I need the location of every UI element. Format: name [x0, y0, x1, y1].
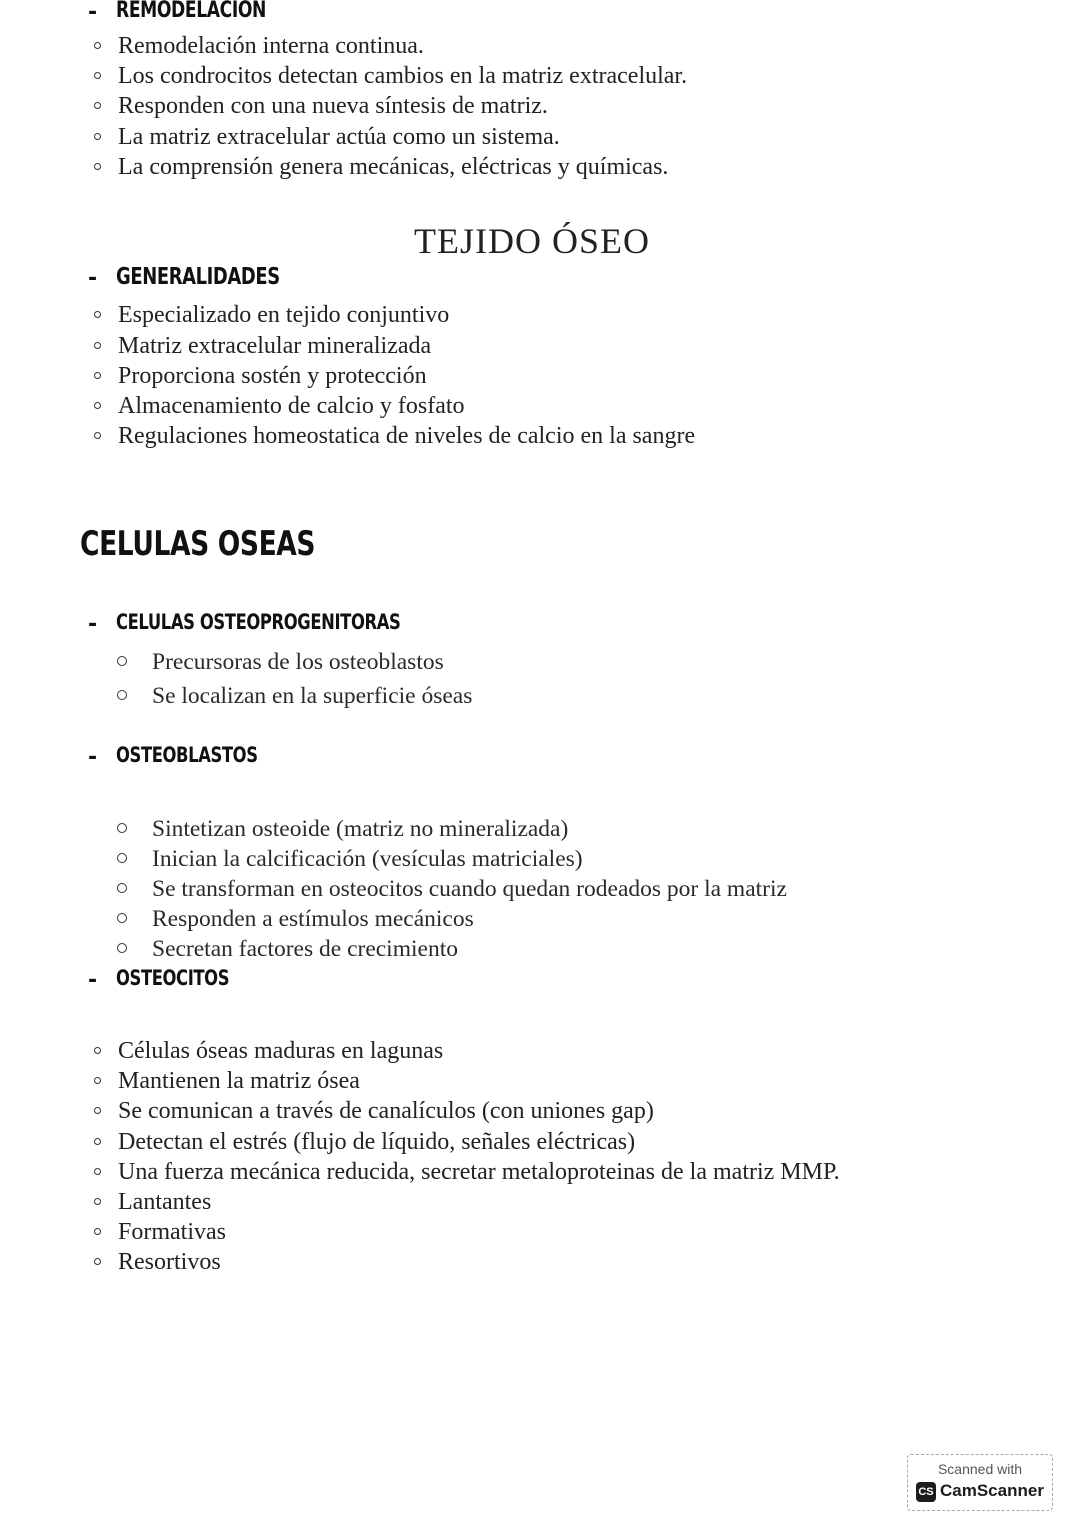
camscanner-watermark [907, 1454, 1053, 1511]
list-item: Especializado en tejido conjuntivo [118, 300, 449, 330]
list-item: Proporciona sostén y protección [118, 361, 427, 391]
bullet-icon [94, 163, 101, 170]
list-item: Regulaciones homeostatica de niveles de calcio en la sangre [118, 421, 695, 451]
list-item: Resortivos [118, 1247, 221, 1277]
bullet-icon [94, 133, 101, 140]
dash-marker: - [88, 266, 98, 291]
list-item: Matriz extracelular mineralizada [118, 331, 431, 361]
bullet-icon [94, 1198, 101, 1205]
list-item: Una fuerza mecánica reducida, secretar metaloproteinas de la matriz MMP. [118, 1157, 840, 1187]
bullet-icon [117, 853, 127, 863]
dash-marker: - [88, 612, 98, 637]
bullet-icon [117, 913, 127, 923]
list-item: Precursoras de los osteoblastos [152, 647, 444, 677]
bullet-icon [117, 883, 127, 893]
section-heading-osteocitos: OSTEOCITOS [116, 966, 230, 990]
list-item: Se transforman en osteocitos cuando quedan rodeados por la matriz [152, 874, 787, 904]
list-item: La matriz extracelular actúa como un sistema. [118, 122, 560, 152]
bullet-icon [117, 943, 127, 953]
list-item: Células óseas maduras en lagunas [118, 1036, 443, 1066]
bullet-icon [94, 42, 101, 49]
bullet-icon [94, 1077, 101, 1084]
watermark-label: Scanned with [937, 1461, 1023, 1477]
list-item: Los condrocitos detectan cambios en la matriz extracelular. [118, 61, 687, 91]
list-item: Sintetizan osteoide (matriz no mineralizada) [152, 814, 568, 844]
dash-marker: - [88, 968, 98, 993]
list-item: Detectan el estrés (flujo de líquido, señales eléctricas) [118, 1127, 635, 1157]
bullet-icon [94, 1107, 101, 1114]
section-title-celulas-oseas: CELULAS OSEAS [80, 524, 316, 564]
page-title: TEJIDO ÓSEO [414, 221, 650, 261]
bullet-icon [94, 1258, 101, 1265]
list-item: Almacenamiento de calcio y fosfato [118, 391, 465, 421]
bullet-icon [117, 823, 127, 833]
bullet-icon [94, 1228, 101, 1235]
bullet-icon [117, 690, 127, 700]
list-item: Se localizan en la superficie óseas [152, 681, 472, 711]
bullet-icon [94, 72, 101, 79]
bullet-icon [94, 1168, 101, 1175]
list-item: Inician la calcificación (vesículas matriciales) [152, 844, 583, 874]
bullet-icon [94, 311, 101, 318]
watermark-brand: CamScanner [940, 1481, 1044, 1500]
bullet-icon [94, 102, 101, 109]
list-item: Responden con una nueva síntesis de matriz. [118, 91, 548, 121]
section-heading-generalidades: GENERALIDADES [116, 264, 280, 290]
list-item: La comprensión genera mecánicas, eléctricas y químicas. [118, 152, 668, 182]
bullet-icon [94, 372, 101, 379]
bullet-icon [117, 656, 127, 666]
bullet-icon [94, 1047, 101, 1054]
section-heading-remodelacion: REMODELACION [116, 0, 267, 23]
list-item: Lantantes [118, 1187, 211, 1217]
list-item: Formativas [118, 1217, 226, 1247]
list-item: Se comunican a través de canalículos (con uniones gap) [118, 1096, 654, 1126]
section-heading-osteoblastos: OSTEOBLASTOS [116, 743, 258, 767]
bullet-icon [94, 432, 101, 439]
bullet-icon [94, 1138, 101, 1145]
list-item: Remodelación interna continua. [118, 31, 424, 61]
dash-marker: - [88, 0, 98, 25]
list-item: Secretan factores de crecimiento [152, 934, 458, 964]
bullet-icon [94, 402, 101, 409]
camscanner-logo-icon: CS [916, 1482, 936, 1502]
list-item: Mantienen la matriz ósea [118, 1066, 360, 1096]
bullet-icon [94, 342, 101, 349]
dash-marker: - [88, 745, 98, 770]
list-item: Responden a estímulos mecánicos [152, 904, 474, 934]
section-heading-osteoprogenitoras: CELULAS OSTEOPROGENITORAS [116, 610, 401, 634]
